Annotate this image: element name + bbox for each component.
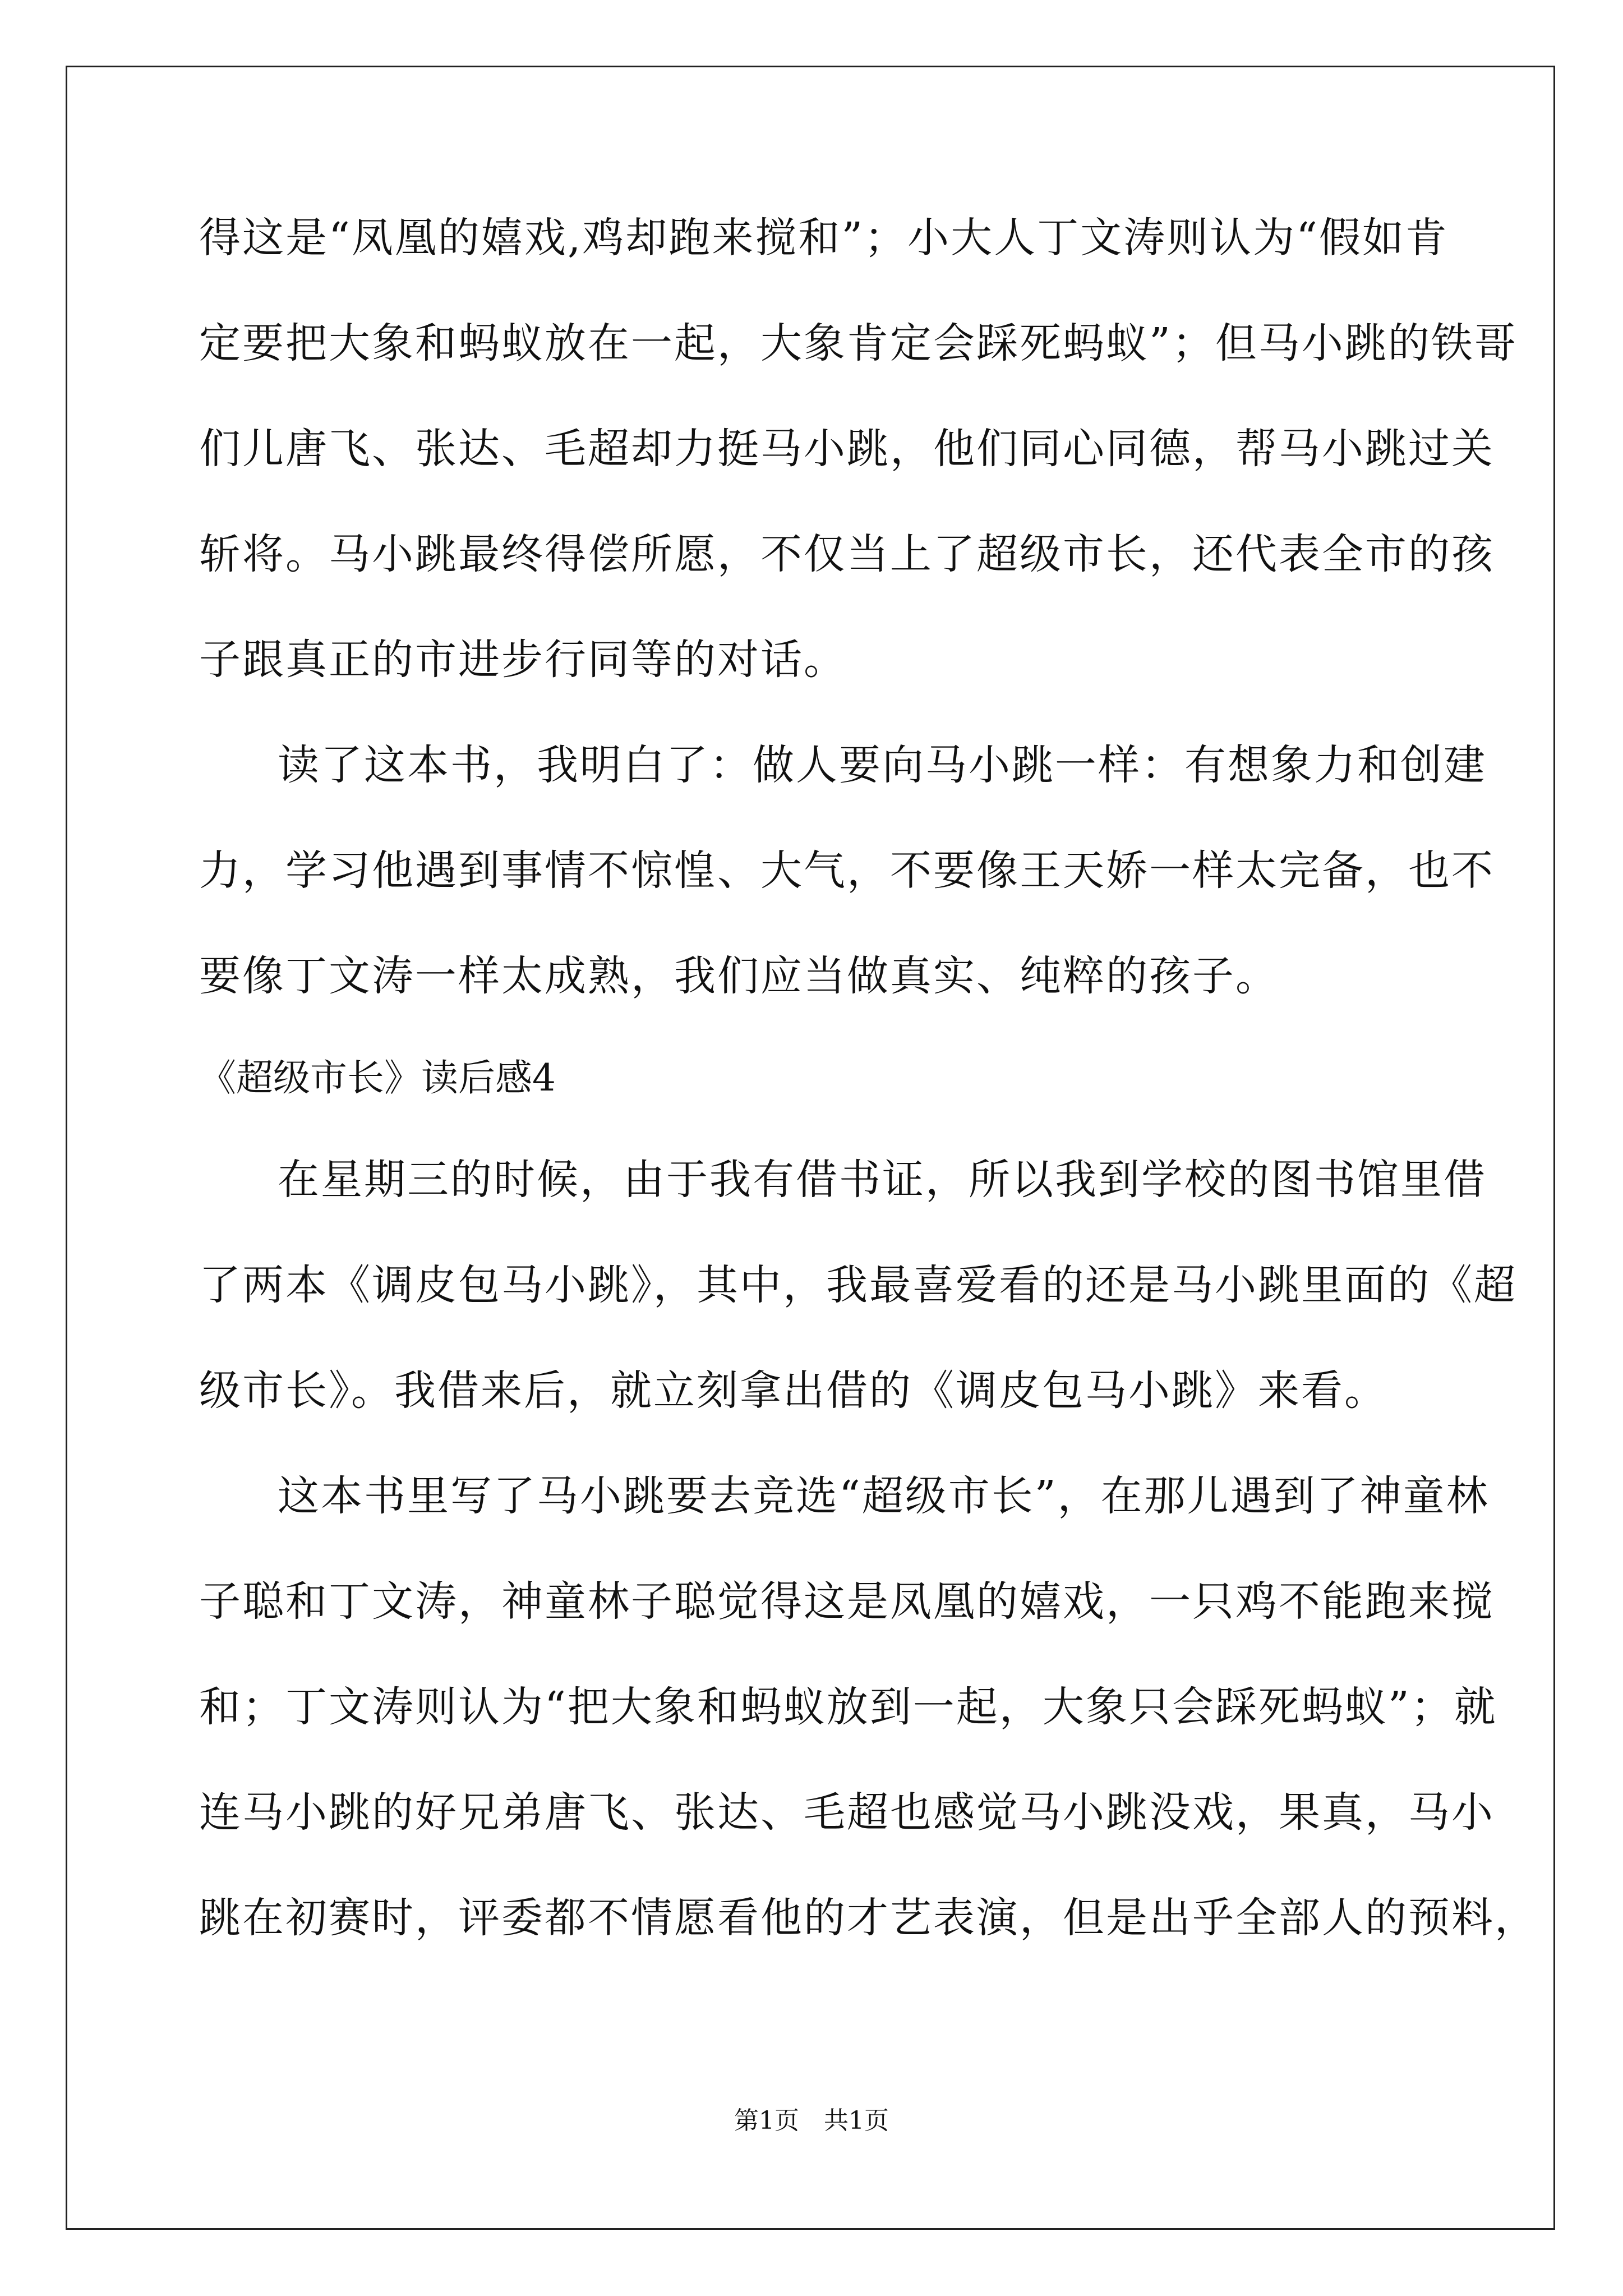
document-body bbox=[199, 185, 1538, 1971]
text-line: 们儿唐飞、张达、毛超却力挺马小跳，他们同心同德，帮马小跳过关 bbox=[199, 425, 1495, 473]
text-line: 定要把大象和蚂蚁放在一起，大象肯定会踩死蚂蚁”；但马小跳的铁哥 bbox=[199, 319, 1518, 367]
text-line: 读了这本书，我明白了：做人要向马小跳一样：有想象力和创建 bbox=[278, 741, 1487, 789]
text-line: 和；丁文涛则认为“把大象和蚂蚁放到一起，大象只会踩死蚂蚁”；就 bbox=[199, 1683, 1497, 1731]
text-line: 这本书里写了马小跳要去竞选“超级市长”，在那儿遇到了神童林 bbox=[278, 1472, 1490, 1520]
text-line: 了两本《调皮包马小跳》，其中，我最喜爱看的还是马小跳里面的《超 bbox=[199, 1261, 1517, 1309]
text-line: 要像丁文涛一样太成熟，我们应当做真实、纯粹的孩子。 bbox=[199, 952, 1279, 1000]
section-heading: 《超级市长》读后感4 bbox=[199, 1056, 556, 1099]
text-line: 跳在初赛时，评委都不情愿看他的才艺表演，但是出乎全部人的预料， bbox=[199, 1894, 1538, 1942]
paragraph bbox=[199, 712, 1495, 1029]
paragraph bbox=[199, 1443, 1538, 1971]
text-line: 子聪和丁文涛，神童林子聪觉得这是凤凰的嬉戏，一只鸡不能跑来搅 bbox=[199, 1577, 1495, 1626]
text-line: 级市长》。我借来后，就立刻拿出借的《调皮包马小跳》来看。 bbox=[199, 1366, 1387, 1415]
text-line: 斩将。马小跳最终得偿所愿，不仅当上了超级市长，还代表全市的孩 bbox=[199, 530, 1495, 578]
text-line: 连马小跳的好兄弟唐飞、张达、毛超也感觉马小跳没戏，果真，马小 bbox=[199, 1788, 1495, 1837]
text-line: 在星期三的时候，由于我有借书证，所以我到学校的图书馆里借 bbox=[278, 1156, 1487, 1204]
paragraph bbox=[199, 185, 1518, 712]
text-line: 子跟真正的市进步行同等的对话。 bbox=[199, 636, 847, 684]
paragraph bbox=[199, 1127, 1517, 1443]
text-line: 得这是“凤凰的嬉戏,鸡却跑来搅和”；小大人丁文涛则认为“假如肯 bbox=[199, 214, 1449, 262]
page-footer: 第1页 共1页 bbox=[734, 2106, 889, 2135]
text-line: 力，学习他遇到事情不惊惶、大气，不要像王天娇一样太完备，也不 bbox=[199, 846, 1495, 895]
